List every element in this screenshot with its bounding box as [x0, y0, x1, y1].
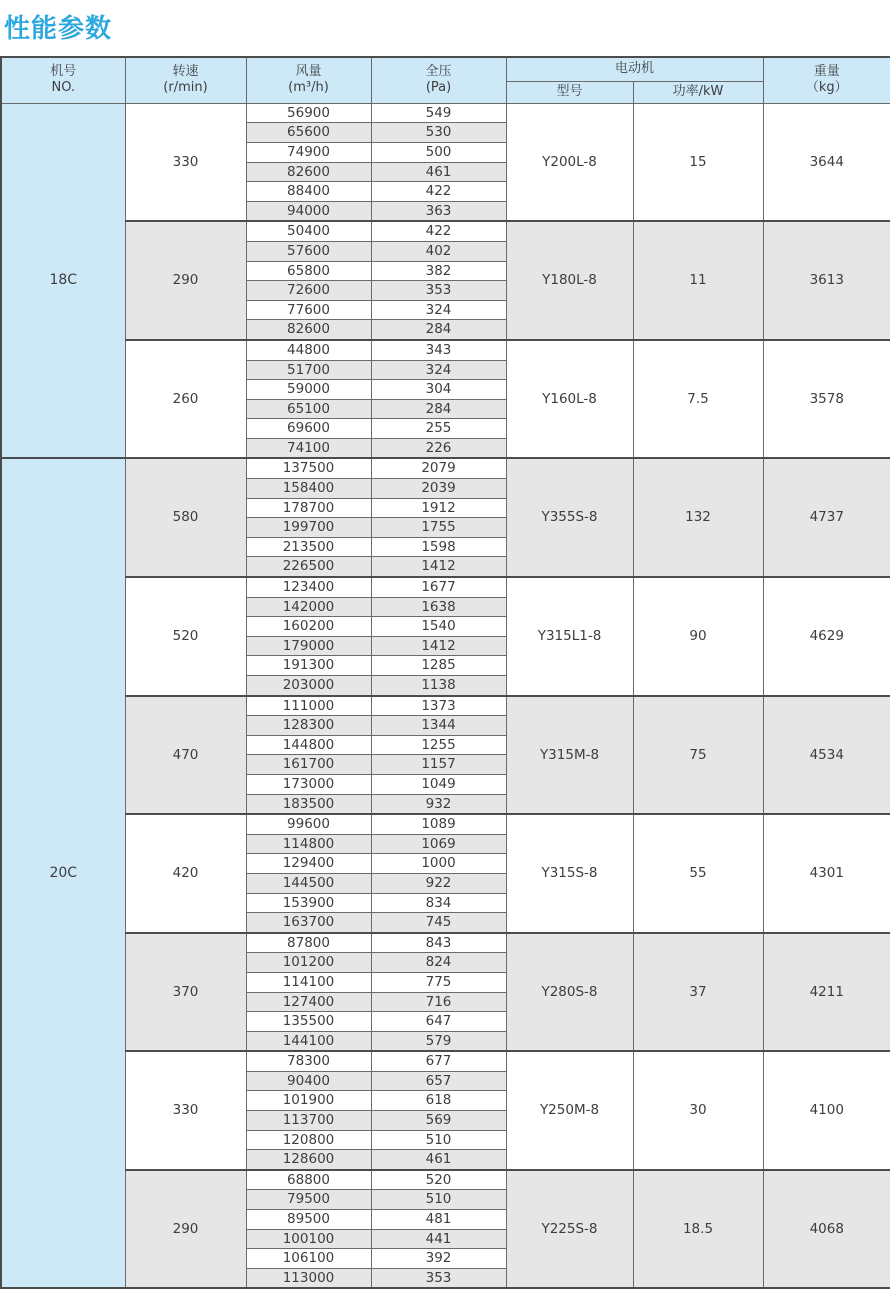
header-weight [763, 57, 890, 103]
pressure-cell: 363 [371, 201, 506, 221]
flow-cell: 129400 [246, 854, 371, 874]
flow-cell: 69600 [246, 419, 371, 439]
motor-model-cell: Y355S-8 [506, 458, 633, 577]
flow-cell: 163700 [246, 913, 371, 933]
pressure-cell: 1049 [371, 774, 506, 794]
header-motor-group: 电动机 [506, 57, 763, 81]
header-speed [125, 57, 246, 103]
power-cell: 15 [633, 103, 763, 221]
header-weight-line2: （kg） [805, 80, 848, 96]
flow-cell: 128300 [246, 716, 371, 736]
flow-cell: 137500 [246, 458, 371, 478]
machine-no-cell: 18C [1, 103, 125, 458]
header-machine-no-line1: 机号 [50, 63, 77, 79]
table-row [1, 458, 890, 478]
flow-cell: 65600 [246, 123, 371, 143]
pressure-cell: 255 [371, 419, 506, 439]
pressure-cell: 1677 [371, 577, 506, 597]
pressure-cell: 422 [371, 182, 506, 202]
power-cell: 90 [633, 577, 763, 696]
table-row [1, 1170, 890, 1190]
flow-cell: 173000 [246, 774, 371, 794]
motor-model-cell: Y180L-8 [506, 221, 633, 340]
flow-cell: 120800 [246, 1130, 371, 1150]
flow-cell: 77600 [246, 300, 371, 320]
speed-cell: 580 [125, 458, 246, 577]
table-row [1, 696, 890, 716]
power-cell: 55 [633, 814, 763, 933]
flow-cell: 191300 [246, 656, 371, 676]
pressure-cell: 1598 [371, 537, 506, 557]
pressure-cell: 657 [371, 1071, 506, 1091]
flow-cell: 213500 [246, 537, 371, 557]
flow-cell: 99600 [246, 814, 371, 834]
flow-cell: 144100 [246, 1031, 371, 1051]
pressure-cell: 226 [371, 438, 506, 458]
table-row [1, 933, 890, 953]
flow-cell: 82600 [246, 320, 371, 340]
table-row [1, 577, 890, 597]
flow-cell: 203000 [246, 676, 371, 696]
flow-cell: 94000 [246, 201, 371, 221]
flow-cell: 113000 [246, 1268, 371, 1288]
pressure-cell: 392 [371, 1249, 506, 1269]
pressure-cell: 1373 [371, 696, 506, 716]
flow-cell: 89500 [246, 1210, 371, 1230]
table-row [1, 1051, 890, 1071]
pressure-cell: 745 [371, 913, 506, 933]
header-flow-line2: (m³/h) [288, 80, 329, 96]
weight-cell: 4301 [763, 814, 890, 933]
flow-cell: 114800 [246, 834, 371, 854]
header-machine-no [1, 57, 125, 103]
header-flow-line1: 风量 [295, 63, 322, 79]
pressure-cell: 1000 [371, 854, 506, 874]
power-cell: 37 [633, 933, 763, 1052]
flow-cell: 226500 [246, 557, 371, 577]
weight-cell: 4534 [763, 696, 890, 815]
weight-cell: 4068 [763, 1170, 890, 1289]
weight-cell: 4100 [763, 1051, 890, 1170]
header-pressure-line1: 全压 [425, 63, 452, 79]
speed-cell: 370 [125, 933, 246, 1052]
pressure-cell: 2039 [371, 479, 506, 499]
flow-cell: 74100 [246, 438, 371, 458]
flow-cell: 142000 [246, 597, 371, 617]
power-cell: 132 [633, 458, 763, 577]
flow-cell: 123400 [246, 577, 371, 597]
flow-cell: 199700 [246, 518, 371, 538]
speed-cell: 330 [125, 1051, 246, 1170]
pressure-cell: 353 [371, 281, 506, 301]
motor-model-cell: Y280S-8 [506, 933, 633, 1052]
flow-cell: 51700 [246, 360, 371, 380]
pressure-cell: 1255 [371, 735, 506, 755]
flow-cell: 44800 [246, 340, 371, 360]
power-cell: 7.5 [633, 340, 763, 459]
pressure-cell: 1157 [371, 755, 506, 775]
pressure-cell: 1285 [371, 656, 506, 676]
flow-cell: 113700 [246, 1111, 371, 1131]
motor-model-cell: Y250M-8 [506, 1051, 633, 1170]
weight-cell: 3613 [763, 221, 890, 340]
speed-cell: 290 [125, 1170, 246, 1289]
header-motor-model: 型号 [506, 81, 633, 103]
flow-cell: 178700 [246, 498, 371, 518]
table-header [1, 57, 890, 103]
motor-model-cell: Y315L1-8 [506, 577, 633, 696]
speed-cell: 520 [125, 577, 246, 696]
weight-cell: 4211 [763, 933, 890, 1052]
weight-cell: 4629 [763, 577, 890, 696]
header-pressure-line2: (Pa) [425, 80, 452, 96]
pressure-cell: 324 [371, 360, 506, 380]
pressure-cell: 461 [371, 1150, 506, 1170]
pressure-cell: 481 [371, 1210, 506, 1230]
flow-cell: 161700 [246, 755, 371, 775]
flow-cell: 101200 [246, 953, 371, 973]
flow-cell: 57600 [246, 241, 371, 261]
pressure-cell: 1638 [371, 597, 506, 617]
flow-cell: 74900 [246, 142, 371, 162]
flow-cell: 68800 [246, 1170, 371, 1190]
pressure-cell: 284 [371, 399, 506, 419]
flow-cell: 65800 [246, 261, 371, 281]
table-body [1, 103, 890, 1288]
pressure-cell: 422 [371, 221, 506, 241]
flow-cell: 160200 [246, 617, 371, 637]
pressure-cell: 843 [371, 933, 506, 953]
flow-cell: 100100 [246, 1229, 371, 1249]
motor-model-cell: Y200L-8 [506, 103, 633, 221]
pressure-cell: 324 [371, 300, 506, 320]
flow-cell: 128600 [246, 1150, 371, 1170]
pressure-cell: 343 [371, 340, 506, 360]
pressure-cell: 834 [371, 893, 506, 913]
flow-cell: 50400 [246, 221, 371, 241]
power-cell: 11 [633, 221, 763, 340]
header-weight-line1: 重量 [813, 63, 840, 79]
pressure-cell: 500 [371, 142, 506, 162]
flow-cell: 135500 [246, 1012, 371, 1032]
flow-cell: 106100 [246, 1249, 371, 1269]
pressure-cell: 1412 [371, 557, 506, 577]
motor-model-cell: Y315M-8 [506, 696, 633, 815]
pressure-cell: 1089 [371, 814, 506, 834]
weight-cell: 3644 [763, 103, 890, 221]
flow-cell: 56900 [246, 103, 371, 123]
pressure-cell: 647 [371, 1012, 506, 1032]
pressure-cell: 922 [371, 873, 506, 893]
table-row [1, 340, 890, 360]
pressure-cell: 1912 [371, 498, 506, 518]
pressure-cell: 1138 [371, 676, 506, 696]
flow-cell: 127400 [246, 992, 371, 1012]
pressure-cell: 1755 [371, 518, 506, 538]
page-title: 性能参数 [4, 14, 113, 44]
pressure-cell: 530 [371, 123, 506, 143]
speed-cell: 420 [125, 814, 246, 933]
header-pressure [371, 57, 506, 103]
flow-cell: 90400 [246, 1071, 371, 1091]
pressure-cell: 549 [371, 103, 506, 123]
table-row [1, 814, 890, 834]
pressure-cell: 932 [371, 794, 506, 814]
table-row [1, 221, 890, 241]
pressure-cell: 353 [371, 1268, 506, 1288]
flow-cell: 144500 [246, 873, 371, 893]
pressure-cell: 284 [371, 320, 506, 340]
motor-model-cell: Y160L-8 [506, 340, 633, 459]
pressure-cell: 1540 [371, 617, 506, 637]
pressure-cell: 461 [371, 162, 506, 182]
flow-cell: 158400 [246, 479, 371, 499]
flow-cell: 153900 [246, 893, 371, 913]
speed-cell: 260 [125, 340, 246, 459]
flow-cell: 101900 [246, 1091, 371, 1111]
weight-cell: 3578 [763, 340, 890, 459]
pressure-cell: 618 [371, 1091, 506, 1111]
pressure-cell: 1412 [371, 636, 506, 656]
flow-cell: 59000 [246, 380, 371, 400]
power-cell: 30 [633, 1051, 763, 1170]
performance-table [0, 56, 890, 1289]
pressure-cell: 382 [371, 261, 506, 281]
power-cell: 75 [633, 696, 763, 815]
pressure-cell: 520 [371, 1170, 506, 1190]
pressure-cell: 569 [371, 1111, 506, 1131]
motor-model-cell: Y315S-8 [506, 814, 633, 933]
pressure-cell: 402 [371, 241, 506, 261]
speed-cell: 470 [125, 696, 246, 815]
flow-cell: 82600 [246, 162, 371, 182]
pressure-cell: 441 [371, 1229, 506, 1249]
pressure-cell: 2079 [371, 458, 506, 478]
pressure-cell: 677 [371, 1051, 506, 1071]
flow-cell: 88400 [246, 182, 371, 202]
motor-model-cell: Y225S-8 [506, 1170, 633, 1289]
flow-cell: 65100 [246, 399, 371, 419]
pressure-cell: 510 [371, 1190, 506, 1210]
pressure-cell: 304 [371, 380, 506, 400]
flow-cell: 144800 [246, 735, 371, 755]
header-flow [246, 57, 371, 103]
machine-no-cell: 20C [1, 458, 125, 1288]
header-speed-line2: (r/min) [163, 80, 208, 96]
flow-cell: 72600 [246, 281, 371, 301]
weight-cell: 4737 [763, 458, 890, 577]
speed-cell: 330 [125, 103, 246, 221]
pressure-cell: 579 [371, 1031, 506, 1051]
flow-cell: 114100 [246, 972, 371, 992]
flow-cell: 79500 [246, 1190, 371, 1210]
flow-cell: 111000 [246, 696, 371, 716]
flow-cell: 179000 [246, 636, 371, 656]
speed-cell: 290 [125, 221, 246, 340]
pressure-cell: 775 [371, 972, 506, 992]
pressure-cell: 716 [371, 992, 506, 1012]
power-cell: 18.5 [633, 1170, 763, 1289]
table-row [1, 103, 890, 123]
header-motor-power: 功率/kW [633, 81, 763, 103]
flow-cell: 87800 [246, 933, 371, 953]
pressure-cell: 1344 [371, 716, 506, 736]
flow-cell: 183500 [246, 794, 371, 814]
pressure-cell: 824 [371, 953, 506, 973]
pressure-cell: 510 [371, 1130, 506, 1150]
flow-cell: 78300 [246, 1051, 371, 1071]
header-speed-line1: 转速 [172, 63, 199, 79]
pressure-cell: 1069 [371, 834, 506, 854]
header-machine-no-line2: NO. [51, 80, 76, 96]
